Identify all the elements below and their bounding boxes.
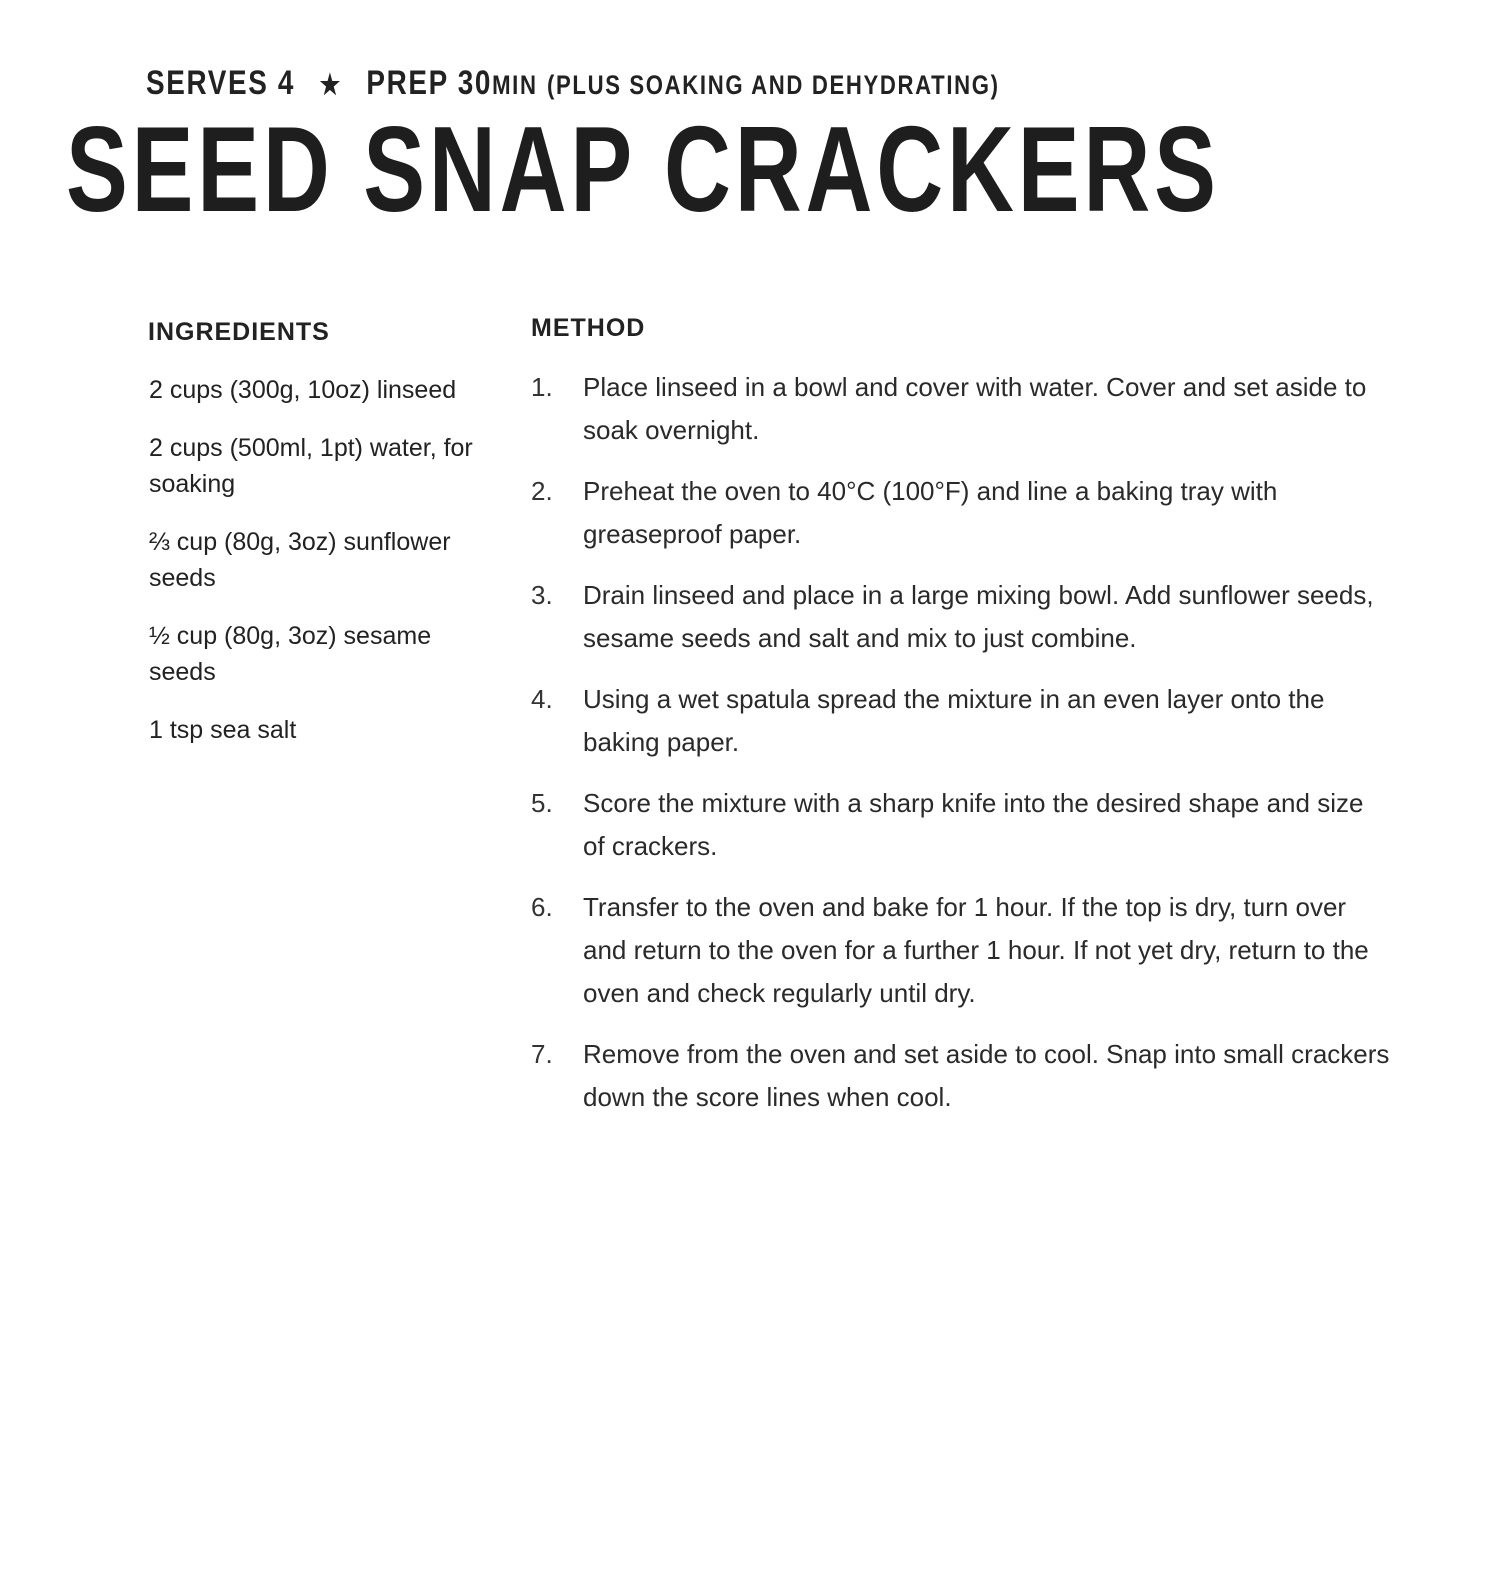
method-step (531, 678, 1391, 764)
ingredient-item: ½ cup (80g, 3oz) sesame seeds (149, 622, 432, 686)
serves-label: SERVES 4 (146, 64, 295, 102)
prep-unit: MIN (492, 70, 538, 100)
prep-note: (PLUS SOAKING AND DEHYDRATING) (546, 70, 1000, 100)
ingredient-item: 1 tsp sea salt (149, 716, 297, 744)
method-step (531, 366, 1391, 452)
step-number: 1. (531, 372, 553, 402)
step-number: 5. (531, 788, 553, 818)
recipe-title: SEED SNAP CRACKERS (66, 101, 1220, 237)
step-text: Remove from the oven and set aside to cool. Snap into small crackers down the score lines when cool. (583, 1039, 1390, 1112)
method-list (531, 366, 1391, 1137)
step-text: Drain linseed and place in a large mixing bowl. Add sunflower seeds, sesame seeds and salt and mix to just combine. (583, 580, 1374, 653)
recipe-meta (146, 64, 1000, 103)
step-number: 6. (531, 892, 553, 922)
ingredients-list (149, 372, 494, 770)
method-step (531, 782, 1391, 868)
step-text: Score the mixture with a sharp knife into the desired shape and size of crackers. (583, 788, 1364, 861)
ingredient-item: 2 cups (300g, 10oz) linseed (149, 376, 457, 404)
star-icon: ★ (319, 69, 342, 100)
prep-label: PREP 30 (366, 64, 493, 102)
ingredients-heading: INGREDIENTS (148, 318, 330, 346)
method-step (531, 470, 1391, 556)
method-step (531, 1033, 1391, 1119)
step-text: Place linseed in a bowl and cover with water. Cover and set aside to soak overnight. (583, 372, 1367, 445)
method-step (531, 574, 1391, 660)
step-number: 2. (531, 476, 553, 506)
step-text: Preheat the oven to 40°C (100°F) and line a baking tray with greaseproof paper. (583, 476, 1278, 549)
ingredient-item: ⅔ cup (80g, 3oz) sunflower seeds (149, 528, 451, 592)
method-heading: METHOD (531, 314, 646, 342)
step-number: 4. (531, 684, 553, 714)
method-step (531, 886, 1391, 1015)
step-number: 3. (531, 580, 553, 610)
step-text: Using a wet spatula spread the mixture in an even layer onto the baking paper. (583, 684, 1325, 757)
step-text: Transfer to the oven and bake for 1 hour. If the top is dry, turn over and return to the oven for a further 1 hour. If not yet dry, return to the oven and check regularly until dry. (583, 892, 1369, 1008)
ingredient-item: 2 cups (500ml, 1pt) water, for soaking (149, 434, 473, 498)
step-number: 7. (531, 1039, 553, 1069)
